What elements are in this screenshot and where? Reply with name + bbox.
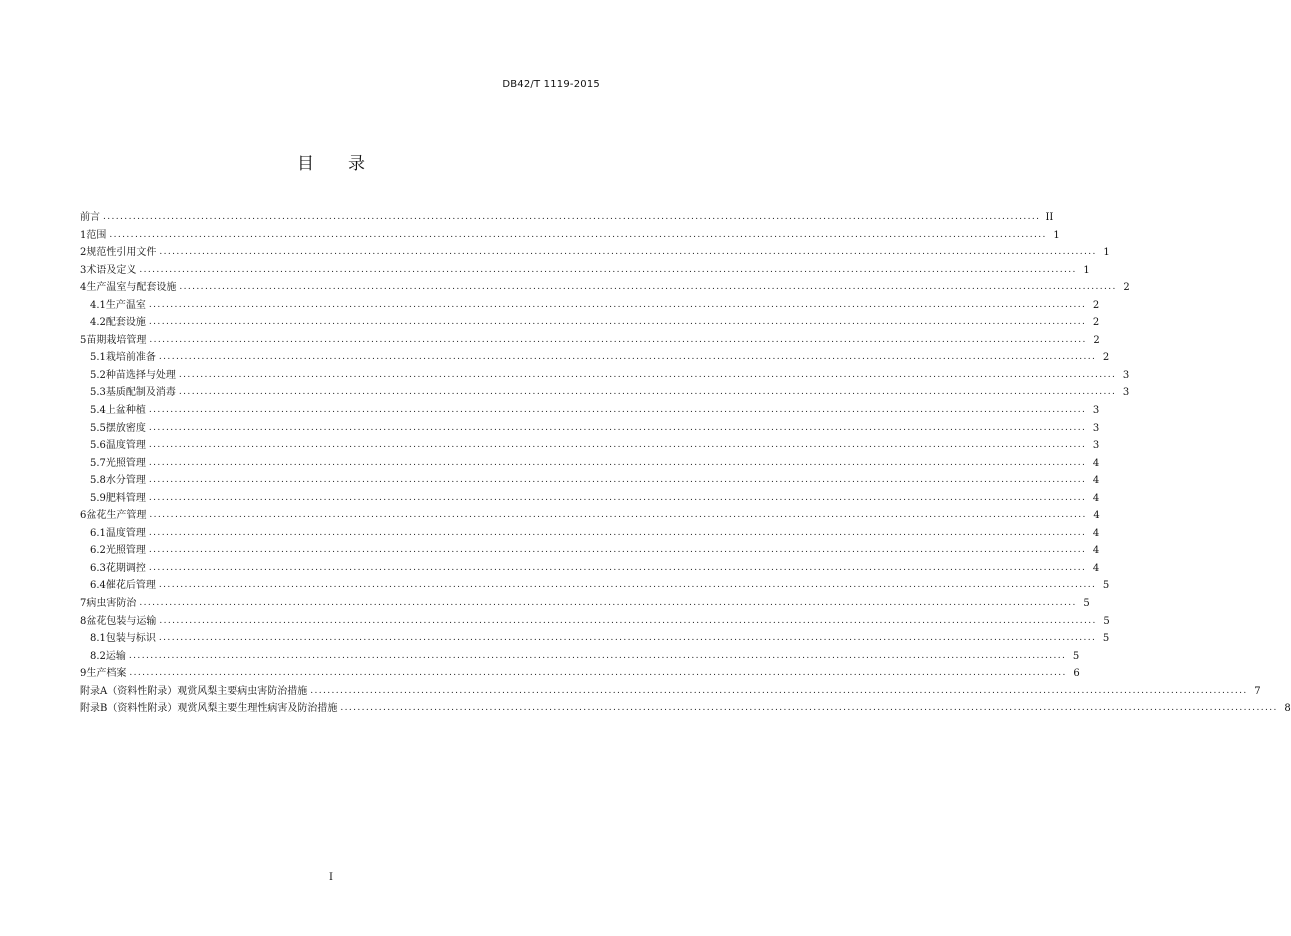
toc-dot-leader: ............................................................................................................................................................................................................................ xyxy=(148,545,1087,556)
toc-entry-label: 光照管理 xyxy=(105,457,146,469)
toc-entry-label: 附录A（资料性附录）观赏风梨主要病虫害防治措施 xyxy=(80,685,308,697)
toc-entry-label: 范围 xyxy=(86,229,107,241)
toc-entry-page: 4 xyxy=(1093,510,1100,522)
toc-entry[interactable] xyxy=(80,332,1100,350)
toc-entry-label: 上盆种植 xyxy=(105,405,146,417)
toc-dot-leader: ............................................................................................................................................................................................................................ xyxy=(158,633,1097,644)
toc-entry-number: 6 xyxy=(80,510,87,522)
toc-dot-leader: ............................................................................................................................................................................................................................ xyxy=(179,282,1117,293)
toc-entry[interactable] xyxy=(80,297,1100,315)
toc-entry-page: 2 xyxy=(1093,334,1100,346)
toc-entry-label: 催花后管理 xyxy=(105,580,156,592)
toc-entry-page: 4 xyxy=(1092,562,1100,574)
toc-dot-leader: ............................................................................................................................................................................................................................ xyxy=(148,562,1087,573)
toc-entry-number: 4.1 xyxy=(90,299,106,311)
toc-entry-label: 栽培前准备 xyxy=(105,352,156,364)
toc-entry[interactable] xyxy=(80,420,1100,438)
page-number: I xyxy=(329,872,333,883)
toc-entry-label: 水分管理 xyxy=(105,475,146,487)
toc-entry-label: 光照管理 xyxy=(105,545,146,557)
toc-dot-leader: ............................................................................................................................................................................................................................ xyxy=(148,422,1087,433)
toc-dot-leader: ............................................................................................................................................................................................................................ xyxy=(178,387,1117,398)
toc-entry[interactable] xyxy=(80,490,1100,508)
toc-dot-leader: ............................................................................................................................................................................................................................ xyxy=(149,510,1087,521)
toc-entry-page: 4 xyxy=(1092,527,1100,539)
table-of-contents xyxy=(80,209,1291,718)
toc-entry-number: 3 xyxy=(80,264,87,276)
toc-dot-leader: ............................................................................................................................................................................................................................ xyxy=(148,527,1087,538)
toc-entry-label: 温度管理 xyxy=(105,440,146,452)
toc-entry[interactable] xyxy=(80,262,1090,280)
toc-entry[interactable] xyxy=(80,630,1110,648)
toc-entry-label: 种苗选择与处理 xyxy=(105,369,176,381)
toc-entry-number: 5.5 xyxy=(90,422,106,434)
toc-entry-label: 生产档案 xyxy=(86,668,127,680)
toc-entry-number: 9 xyxy=(80,668,87,680)
toc-entry-page: 4 xyxy=(1092,457,1100,469)
toc-entry[interactable] xyxy=(80,472,1100,490)
toc-entry-label: 附录B（资料性附录）观赏风梨主要生理性病害及防治措施 xyxy=(80,703,338,715)
toc-entry[interactable] xyxy=(80,560,1100,578)
toc-entry-page: 4 xyxy=(1092,475,1100,487)
toc-dot-leader: ............................................................................................................................................................................................................................ xyxy=(109,229,1047,240)
toc-entry-number: 8.1 xyxy=(90,633,106,645)
toc-entry-label: 花期调控 xyxy=(105,562,146,574)
toc-entry-number: 2 xyxy=(80,247,87,259)
toc-dot-leader: ............................................................................................................................................................................................................................ xyxy=(159,615,1097,626)
toc-entry-label: 规范性引用文件 xyxy=(86,247,157,259)
toc-dot-leader: ............................................................................................................................................................................................................................ xyxy=(148,457,1087,468)
toc-entry-label: 配套设施 xyxy=(105,317,146,329)
toc-entry-page: 7 xyxy=(1254,685,1261,697)
toc-entry-page: 5 xyxy=(1083,598,1090,610)
toc-entry[interactable] xyxy=(80,613,1110,631)
toc-entry-page: 1 xyxy=(1103,247,1110,259)
toc-entry[interactable] xyxy=(80,244,1110,262)
toc-entry-number: 5.3 xyxy=(90,387,106,399)
toc-entry-label: 摆放密度 xyxy=(105,422,146,434)
toc-entry[interactable] xyxy=(80,314,1100,332)
toc-entry-page: 3 xyxy=(1092,405,1100,417)
toc-entry-label: 运输 xyxy=(105,650,126,662)
toc-entry-page: 3 xyxy=(1122,387,1130,399)
toc-title-char-1: 目 xyxy=(297,154,314,174)
toc-entry-label: 苗期栽培管理 xyxy=(86,334,147,346)
toc-entry-number: 8 xyxy=(80,615,87,627)
toc-entry-label: 生产温室 xyxy=(105,299,146,311)
toc-entry-number: 5.8 xyxy=(90,475,106,487)
toc-entry-page: 5 xyxy=(1072,650,1080,662)
toc-dot-leader: ............................................................................................................................................................................................................................ xyxy=(148,475,1087,486)
toc-title-char-2: 录 xyxy=(348,154,365,174)
toc-entry-number: 7 xyxy=(80,598,87,610)
toc-entry-number: 5 xyxy=(80,334,87,346)
toc-entry-label: 前言 xyxy=(80,212,100,223)
toc-entry-page: 1 xyxy=(1083,264,1090,276)
toc-entry-label: 肥料管理 xyxy=(105,492,146,504)
toc-entry-page: 2 xyxy=(1092,299,1100,311)
toc-entry[interactable] xyxy=(80,700,1291,718)
toc-entry-number: 4.2 xyxy=(90,317,106,329)
toc-dot-leader: ............................................................................................................................................................................................................................ xyxy=(148,440,1087,451)
toc-entry[interactable] xyxy=(80,683,1261,701)
toc-entry-page: 4 xyxy=(1092,545,1100,557)
toc-entry-page: 5 xyxy=(1103,615,1110,627)
toc-entry-page: 4 xyxy=(1092,492,1100,504)
toc-dot-leader: ............................................................................................................................................................................................................................ xyxy=(148,405,1087,416)
toc-dot-leader: ............................................................................................................................................................................................................................ xyxy=(310,685,1248,696)
toc-entry[interactable] xyxy=(80,349,1110,367)
toc-dot-leader: ............................................................................................................................................................................................................................ xyxy=(178,369,1117,380)
toc-entry-number: 4 xyxy=(80,282,87,294)
toc-entry[interactable] xyxy=(80,384,1130,402)
toc-entry[interactable] xyxy=(80,279,1130,297)
toc-entry-page: 5 xyxy=(1102,580,1110,592)
toc-entry-number: 6.4 xyxy=(90,580,106,592)
toc-entry-label: 生产温室与配套设施 xyxy=(86,282,177,294)
toc-entry-page: 3 xyxy=(1092,440,1100,452)
toc-entry-page: 5 xyxy=(1102,633,1110,645)
toc-entry[interactable] xyxy=(80,648,1080,666)
toc-entry-number: 1 xyxy=(80,229,87,241)
toc-entry-page: II xyxy=(1045,212,1054,223)
toc-entry-page: 6 xyxy=(1073,668,1080,680)
toc-entry-number: 5.6 xyxy=(90,440,106,452)
toc-dot-leader: ............................................................................................................................................................................................................................ xyxy=(159,247,1097,258)
toc-entry-page: 8 xyxy=(1284,703,1291,715)
toc-entry[interactable] xyxy=(80,665,1080,683)
toc-title xyxy=(0,149,662,174)
toc-entry[interactable] xyxy=(80,542,1100,560)
toc-entry-number: 6.1 xyxy=(90,527,106,539)
toc-entry-number: 6.3 xyxy=(90,562,106,574)
toc-entry-label: 病虫害防治 xyxy=(86,598,137,610)
toc-dot-leader: ............................................................................................................................................................................................................................ xyxy=(103,212,1041,222)
toc-entry-page: 2 xyxy=(1102,352,1110,364)
toc-entry-label: 包装与标识 xyxy=(105,633,156,645)
toc-dot-leader: ............................................................................................................................................................................................................................ xyxy=(148,299,1087,310)
toc-entry[interactable] xyxy=(80,577,1110,595)
toc-entry[interactable] xyxy=(80,227,1060,245)
toc-entry-number: 5.2 xyxy=(90,369,106,381)
toc-entry-page: 3 xyxy=(1122,369,1130,381)
document-code: DB42/T 1119-2015 xyxy=(502,79,600,90)
toc-entry-label: 温度管理 xyxy=(105,527,146,539)
toc-entry-number: 5.4 xyxy=(90,405,106,417)
toc-entry[interactable] xyxy=(80,367,1130,385)
toc-entry[interactable] xyxy=(80,455,1100,473)
toc-dot-leader: ............................................................................................................................................................................................................................ xyxy=(139,598,1077,609)
toc-entry-label: 盆花生产管理 xyxy=(86,510,147,522)
toc-entry[interactable] xyxy=(80,437,1100,455)
toc-entry-number: 5.9 xyxy=(90,492,106,504)
toc-entry-page: 2 xyxy=(1123,282,1130,294)
toc-entry-number: 5.7 xyxy=(90,457,106,469)
toc-entry-page: 2 xyxy=(1092,317,1100,329)
toc-dot-leader: ............................................................................................................................................................................................................................ xyxy=(139,264,1077,275)
toc-dot-leader: ............................................................................................................................................................................................................................ xyxy=(148,317,1087,328)
toc-entry-page: 1 xyxy=(1053,229,1060,241)
toc-entry[interactable] xyxy=(80,209,1054,227)
toc-dot-leader: ............................................................................................................................................................................................................................ xyxy=(158,352,1097,363)
toc-dot-leader: ............................................................................................................................................................................................................................ xyxy=(129,668,1067,679)
toc-entry[interactable] xyxy=(80,595,1090,613)
toc-entry[interactable] xyxy=(80,525,1100,543)
toc-dot-leader: ............................................................................................................................................................................................................................ xyxy=(340,703,1278,714)
toc-entry-number: 6.2 xyxy=(90,545,106,557)
toc-entry-number: 8.2 xyxy=(90,650,106,662)
toc-dot-leader: ............................................................................................................................................................................................................................ xyxy=(158,580,1097,591)
toc-dot-leader: ............................................................................................................................................................................................................................ xyxy=(148,492,1087,503)
toc-dot-leader: ............................................................................................................................................................................................................................ xyxy=(149,334,1087,345)
toc-entry[interactable] xyxy=(80,507,1100,525)
toc-entry-label: 术语及定义 xyxy=(86,264,137,276)
toc-dot-leader: ............................................................................................................................................................................................................................ xyxy=(128,650,1067,661)
toc-entry[interactable] xyxy=(80,402,1100,420)
toc-entry-label: 基质配制及消毒 xyxy=(105,387,176,399)
toc-entry-label: 盆花包装与运输 xyxy=(86,615,157,627)
toc-entry-page: 3 xyxy=(1092,422,1100,434)
toc-entry-number: 5.1 xyxy=(90,352,106,364)
